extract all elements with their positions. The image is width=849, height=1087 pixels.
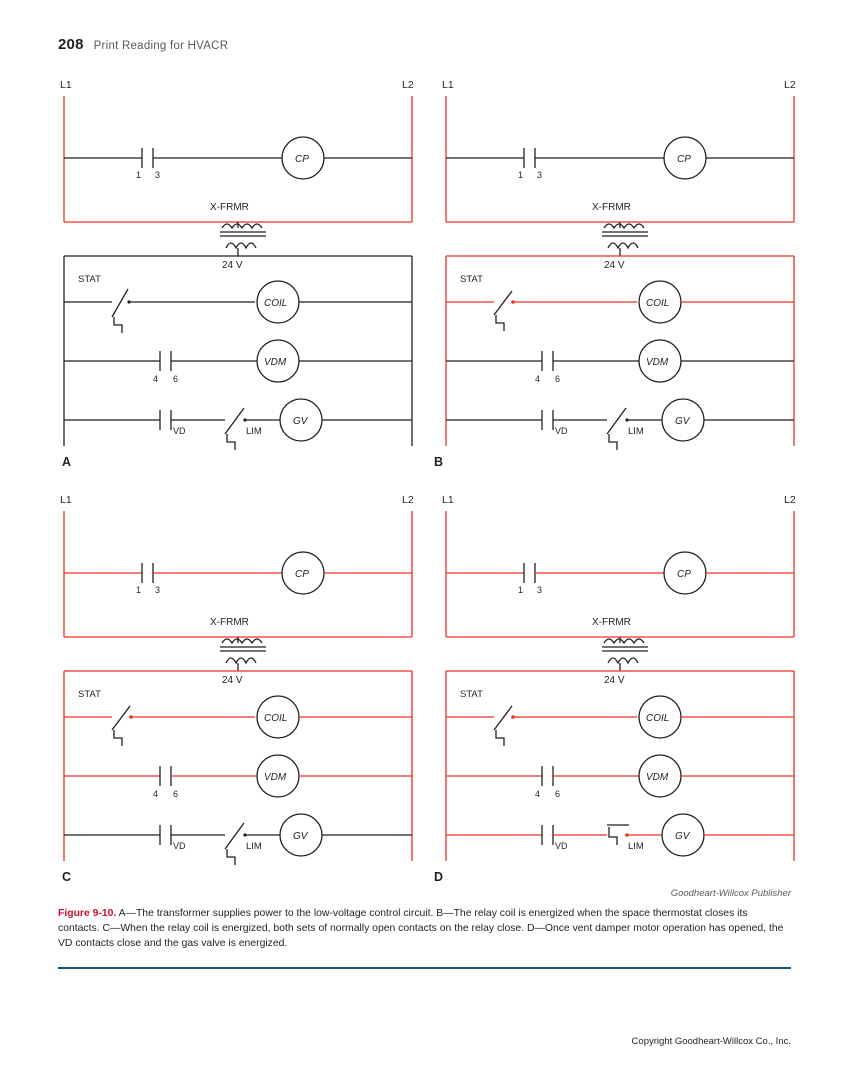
contact-4: 4 — [535, 374, 541, 384]
panel-letter-c: C — [62, 870, 72, 884]
contact-3: 3 — [155, 170, 161, 180]
running-head: Print Reading for HVACR — [93, 40, 229, 52]
ladder-diagram-d — [432, 485, 812, 885]
load-vdm: VDM — [264, 357, 287, 368]
label-l2: L2 — [784, 494, 796, 506]
contact-3: 3 — [155, 585, 161, 595]
ladder-diagram-c — [50, 485, 430, 885]
load-cp: CP — [295, 154, 309, 165]
load-coil: COIL — [646, 298, 670, 309]
contact-4: 4 — [153, 789, 159, 799]
label-24v: 24 V — [222, 675, 243, 686]
label-l1: L1 — [60, 79, 72, 91]
ladder-diagram-b — [432, 70, 812, 470]
contact-6: 6 — [555, 374, 561, 384]
label-xfrmr: X-FRMR — [210, 202, 249, 213]
contact-1: 1 — [518, 585, 524, 595]
load-cp: CP — [677, 569, 691, 580]
load-gv: GV — [293, 831, 308, 842]
copyright-notice: Copyright Goodheart-Willcox Co., Inc. — [631, 1036, 791, 1047]
load-vdm: VDM — [646, 357, 669, 368]
panel-letter-d: D — [434, 870, 444, 884]
label-lim: LIM — [246, 841, 262, 852]
load-coil: COIL — [264, 298, 288, 309]
label-xfrmr: X-FRMR — [592, 202, 631, 213]
contact-6: 6 — [173, 374, 179, 384]
label-stat: STAT — [78, 274, 101, 285]
label-xfrmr: X-FRMR — [592, 617, 631, 628]
label-lim: LIM — [628, 841, 644, 852]
figure-credit: Goodheart-Willcox Publisher — [670, 888, 791, 899]
label-stat: STAT — [460, 689, 483, 700]
label-24v: 24 V — [222, 260, 243, 271]
contact-1: 1 — [136, 585, 142, 595]
label-l1: L1 — [60, 494, 72, 506]
label-stat: STAT — [460, 274, 483, 285]
figure-grid — [0, 70, 849, 890]
label-lim: LIM — [246, 426, 262, 437]
figure-caption — [58, 906, 791, 951]
label-l2: L2 — [402, 79, 414, 91]
contact-1: 1 — [518, 170, 524, 180]
ladder-diagram-a — [50, 70, 430, 470]
label-24v: 24 V — [604, 675, 625, 686]
label-l2: L2 — [784, 79, 796, 91]
panel-letter-a: A — [62, 455, 72, 469]
contact-vd: VD — [555, 426, 568, 436]
footer-rule — [58, 967, 791, 969]
contact-vd: VD — [173, 426, 186, 436]
label-stat: STAT — [78, 689, 101, 700]
load-gv: GV — [675, 831, 690, 842]
load-cp: CP — [295, 569, 309, 580]
load-vdm: VDM — [264, 772, 287, 783]
figure-caption-text: A—The transformer supplies power to the low-voltage control circuit. B—The relay coil is energized when the space thermostat closes its contacts. C—When the relay coil is energized, both sets of normally open contacts on the relay close. D—Once vent damper motor operation has opened, the VD contacts close and the gas valve is energized. — [58, 908, 784, 950]
contact-6: 6 — [173, 789, 179, 799]
contact-4: 4 — [153, 374, 159, 384]
contact-6: 6 — [555, 789, 561, 799]
load-gv: GV — [293, 416, 308, 427]
label-l1: L1 — [442, 79, 454, 91]
load-coil: COIL — [264, 713, 288, 724]
figure-label: Figure 9-10. — [58, 908, 117, 919]
load-cp: CP — [677, 154, 691, 165]
contact-3: 3 — [537, 170, 543, 180]
page-header — [58, 36, 228, 53]
contact-1: 1 — [136, 170, 142, 180]
label-24v: 24 V — [604, 260, 625, 271]
contact-4: 4 — [535, 789, 541, 799]
label-l2: L2 — [402, 494, 414, 506]
load-vdm: VDM — [646, 772, 669, 783]
load-gv: GV — [675, 416, 690, 427]
load-coil: COIL — [646, 713, 670, 724]
contact-vd: VD — [555, 841, 568, 851]
panel-letter-b: B — [434, 455, 444, 469]
contact-vd: VD — [173, 841, 186, 851]
label-lim: LIM — [628, 426, 644, 437]
contact-3: 3 — [537, 585, 543, 595]
page-number: 208 — [58, 36, 84, 53]
label-l1: L1 — [442, 494, 454, 506]
label-xfrmr: X-FRMR — [210, 617, 249, 628]
